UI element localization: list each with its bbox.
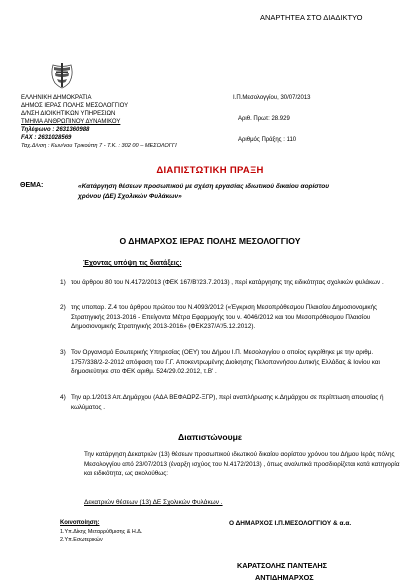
signer-title: ΑΝΤΙΔΗΜΑΡΧΟΣ xyxy=(255,573,314,582)
signer-name: ΚΑΡΑΤΣΟΛΗΣ ΠΑΝΤΕΛΗΣ xyxy=(237,561,328,570)
posting-notice: ΑΝΑΡΤΗΤΕΑ ΣΤΟ ΔΙΑΔΙΚΤΥΟ xyxy=(260,13,363,22)
subject-line-1: «Κατάργηση θέσεων προσωπικού με σχέση εργασίας ιδιωτικού δικαίου αορίστου xyxy=(78,183,330,190)
provision-text-3: Τον Οργανισμό Εσωτερικής Υπηρεσίας (ΟΕΥ) του Δήμου Ι.Π. Μεσολογγίου ο οποίος εγκρίθηκε με την αριθμ. 1757/338/2-2-2012 απόφαση του Γ.Γ. Αποκεντρωμένης Διοίκησης Πελοποννήσου Δυτικής Ελλάδας & Ιονίου και δημοσιεύτηκε στο ΦΕΚ αριθμ. 524/29.02.2012, τ.Β' . xyxy=(71,349,380,376)
provision-number-1: 1) xyxy=(60,279,66,286)
header-department: ΤΜΗΜΑ ΑΝΘΡΩΠΙΝΟΥ ΔΥΝΑΜΙΚΟΥ xyxy=(21,119,121,125)
finding-item: Δεκατριών θέσεων (13) ΔΕ Σχολικών Φυλάκων . xyxy=(84,499,223,506)
document-title: ΔΙΑΠΙΣΤΩΤΙΚΗ ΠΡΑΞΗ xyxy=(156,165,264,176)
header-directorate: Δ/ΝΣΗ ΔΙΟΙΚΗΤΙΚΩΝ ΥΠΗΡΕΣΙΩΝ xyxy=(21,111,116,117)
notify-item-2: 2.Υπ.Εσωτερικών xyxy=(60,537,103,543)
signer-role: Ο ΔΗΜΑΡΧΟΣ Ι.Π.ΜΕΣΟΛΟΓΓΙΟΥ & α.α. xyxy=(229,520,352,527)
provision-number-3: 3) xyxy=(60,349,66,356)
greek-emblem-icon xyxy=(50,61,74,89)
header-municipality: ΔΗΜΟΣ ΙΕΡΑΣ ΠΟΛΗΣ ΜΕΣΟΛΟΓΓΙΟΥ xyxy=(21,103,129,109)
provision-text-1: του άρθρου 80 του Ν.4172/2013 (ΦΕΚ 167/Β'/23.7.2013) , περί κατάργησης της ειδικότητας σχολικών φυλάκων . xyxy=(71,279,384,286)
action-number: Αριθμός Πράξης : 110 xyxy=(238,137,297,143)
header-fax: FAX : 2631028569 xyxy=(21,135,72,141)
provisions-heading: Έχοντας υπόψη τις διατάξεις: xyxy=(83,260,182,267)
finding-heading: Διαπιστώνουμε xyxy=(178,432,242,442)
header-address: Ταχ.Δ/νση : Κων/νου Τρικούπη 7 - Τ.Κ. : 302 00 – ΜΕΣΟΛΟΓΓΙ xyxy=(21,143,177,149)
mayor-heading: Ο ΔΗΜΑΡΧΟΣ ΙΕΡΑΣ ΠΟΛΗΣ ΜΕΣΟΛΟΓΓΙΟΥ xyxy=(119,236,301,246)
notify-label: Κοινοποίηση: xyxy=(60,520,100,526)
provision-text-4: Την αρ.1/2013 Απ.Δημάρχου (ΑΔΑ ΒΕΦΑΩΡΖ-ΞΓΡ), περί αναπλήρωσης κ.Δημάρχου σε περίπτωση απουσίας ή κωλύματος . xyxy=(71,394,384,411)
provision-text-2: της υποπαρ. Ζ.4 του άρθρου πρώτου του Ν.4093/2012 («Έγκριση Μεσοπρόθεσμου Πλαισίου Δημοσιονομικής Στρατηγικής 2013-2016 - Επείγοντα Μέτρα Εφαρμογής του ν. 4046/2012 και του Μεσοπρόθεσμου Πλαισίου Δημοσιονομικής Στρατηγικής 2013-2016» (ΦΕΚ237/Α'/5.12.2012). xyxy=(71,304,378,331)
subject-line-2: χρόνου (ΔΕ) Σχολικών Φυλάκων» xyxy=(78,193,182,200)
header-republic: ΕΛΛΗΝΙΚΗ ΔΗΜΟΚΡΑΤΙΑ xyxy=(21,95,92,101)
document-date: Ι.Π.Μεσολογγίου, 30/07/2013 xyxy=(233,95,311,101)
finding-text: Την κατάργηση Δεκατριών (13) θέσεων προσωπικού ιδιωτικού δικαίου αορίστου χρόνου του Δήμου Ιεράς πόλης Μεσολογγίου από 23/07/2013 (έναρξη ισχύος του Ν.4172/2013) , όπως αναλυτικά προσδιορίζεται κατά κατηγορία και ειδικότητα, ως ακολούθως: xyxy=(84,451,400,478)
header-phone: Τηλέφωνο : 2631360988 xyxy=(21,127,90,133)
provision-number-2: 2) xyxy=(60,304,66,311)
provision-number-4: 4) xyxy=(60,394,66,401)
protocol-number: Αριθ. Πρωτ: 28.929 xyxy=(238,116,290,122)
notify-item-1: 1.Υπ.Δίκης Μεταρρύθμισης & Η.Δ. xyxy=(60,529,143,535)
subject-label: ΘΕΜΑ: xyxy=(20,182,44,189)
